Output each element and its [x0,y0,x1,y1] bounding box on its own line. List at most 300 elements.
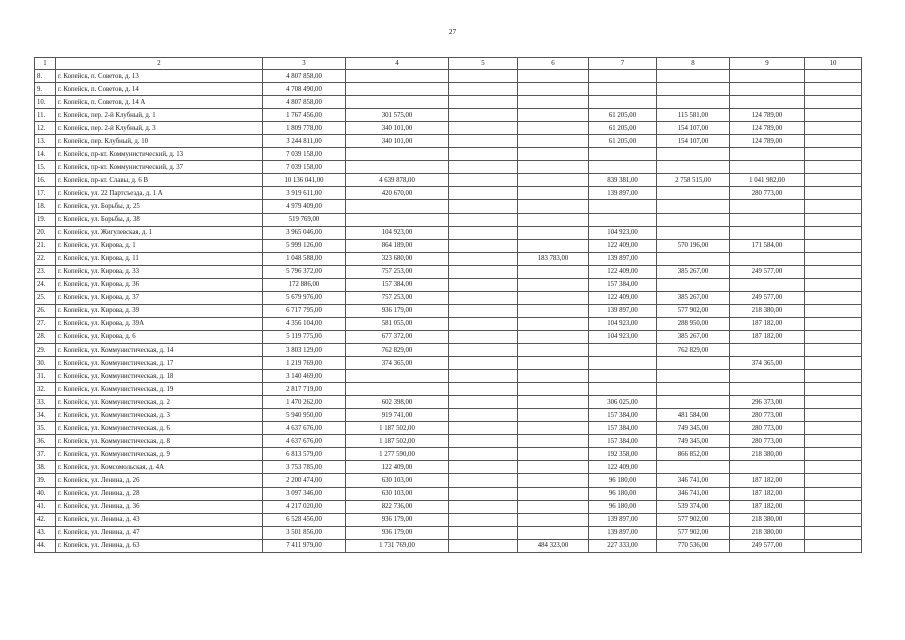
cell-col-5 [449,435,518,448]
cell-col-8 [657,83,730,96]
cell-col-10 [805,370,862,383]
cell-col-3: 5 119 775,00 [263,330,346,343]
cell-col-5 [449,122,518,135]
cell-col-3: 4 979 409,00 [263,200,346,213]
column-number-cell: 6 [518,58,589,70]
table-row [35,304,862,317]
cell-address: г. Копейск, ул. Ленина, д. 47 [56,526,263,539]
cell-col-9: 374 365,00 [730,357,805,370]
cell-col-6 [518,135,589,148]
cell-row-number: 13. [35,135,56,148]
cell-col-3: 4 637 676,00 [263,422,346,435]
table-row [35,213,862,226]
cell-col-10 [805,487,862,500]
cell-col-9 [730,200,805,213]
cell-row-number: 30. [35,357,56,370]
cell-row-number: 41. [35,500,56,513]
cell-address: г. Копейск, ул. Коммунистическая, д. 2 [56,396,263,409]
cell-col-10 [805,461,862,474]
cell-col-8: 346 741,00 [657,487,730,500]
cell-col-9: 187 182,00 [730,474,805,487]
cell-address: г. Копейск, пр-кт. Коммунистический, д. 37 [56,161,263,174]
cell-col-9: 124 789,00 [730,135,805,148]
cell-col-7: 104 923,00 [589,330,657,343]
cell-col-10 [805,252,862,265]
cell-address: г. Копейск, ул. Ленина, д. 36 [56,500,263,513]
cell-col-5 [449,539,518,552]
cell-col-9 [730,161,805,174]
cell-col-7: 139 897,00 [589,304,657,317]
cell-col-6: 183 783,00 [518,252,589,265]
table-row [35,343,862,356]
cell-col-3: 3 097 346,00 [263,487,346,500]
cell-address: г. Копейск, ул. Кирова, д. 36 [56,278,263,291]
cell-col-3: 3 803 129,00 [263,343,346,356]
cell-col-6 [518,461,589,474]
cell-address: г. Копейск, ул. Коммунистическая, д. 9 [56,448,263,461]
cell-col-7: 104 923,00 [589,317,657,330]
cell-col-10 [805,474,862,487]
cell-col-7 [589,343,657,356]
cell-col-3: 519 769,00 [263,213,346,226]
table-row [35,265,862,278]
cell-col-7 [589,148,657,161]
cell-col-3: 3 919 611,00 [263,187,346,200]
cell-address: г. Копейск, пр-кт. Коммунистический, д. 13 [56,148,263,161]
cell-col-9: 124 789,00 [730,122,805,135]
cell-row-number: 16. [35,174,56,187]
cell-col-3: 5 999 126,00 [263,239,346,252]
cell-col-8: 154 107,00 [657,135,730,148]
cell-col-6 [518,213,589,226]
table-row [35,239,862,252]
table-row [35,174,862,187]
cell-col-6 [518,474,589,487]
table-body [35,58,862,553]
cell-col-3: 4 356 104,00 [263,317,346,330]
cell-col-10 [805,265,862,278]
cell-col-6 [518,526,589,539]
cell-address: г. Копейск, ул. Комсомольская, д. 4А [56,461,263,474]
cell-col-6 [518,500,589,513]
cell-col-6 [518,370,589,383]
cell-col-4 [346,161,449,174]
cell-col-9: 280 773,00 [730,435,805,448]
cell-col-7: 122 409,00 [589,461,657,474]
table-row [35,96,862,109]
cell-col-8: 346 741,00 [657,474,730,487]
cell-col-8 [657,200,730,213]
cell-col-8 [657,252,730,265]
cell-col-4: 1 277 590,00 [346,448,449,461]
column-number-cell: 8 [657,58,730,70]
cell-row-number: 32. [35,383,56,396]
cell-col-5 [449,370,518,383]
cell-col-4: 374 365,00 [346,357,449,370]
cell-col-10 [805,422,862,435]
cell-col-7: 227 333,00 [589,539,657,552]
cell-address: г. Копейск, ул. Кирова, д. 33 [56,265,263,278]
cell-col-3: 2 200 474,00 [263,474,346,487]
cell-col-3: 3 501 856,00 [263,526,346,539]
cell-col-9: 280 773,00 [730,422,805,435]
cell-col-5 [449,474,518,487]
cell-col-3: 10 136 041,00 [263,174,346,187]
cell-col-7: 157 384,00 [589,422,657,435]
cell-row-number: 28. [35,330,56,343]
cell-col-7 [589,161,657,174]
cell-row-number: 39. [35,474,56,487]
cell-row-number: 15. [35,161,56,174]
column-number-cell: 5 [449,58,518,70]
cell-col-8: 866 852,00 [657,448,730,461]
cell-col-4: 4 639 878,00 [346,174,449,187]
cell-row-number: 40. [35,487,56,500]
cell-col-6 [518,265,589,278]
cell-col-7: 61 205,00 [589,122,657,135]
cell-col-9 [730,383,805,396]
cell-row-number: 37. [35,448,56,461]
cell-col-9: 171 584,00 [730,239,805,252]
cell-col-5 [449,96,518,109]
table-row [35,448,862,461]
cell-row-number: 29. [35,343,56,356]
cell-col-3: 4 807 858,00 [263,70,346,83]
cell-col-6 [518,122,589,135]
cell-col-6 [518,239,589,252]
cell-col-9 [730,70,805,83]
cell-row-number: 18. [35,200,56,213]
cell-row-number: 10. [35,96,56,109]
cell-col-6 [518,357,589,370]
cell-col-10 [805,448,862,461]
cell-col-5 [449,343,518,356]
cell-address: г. Копейск, п. Советов, д. 14 [56,83,263,96]
cell-col-6 [518,343,589,356]
cell-col-7: 122 409,00 [589,291,657,304]
cell-col-8 [657,461,730,474]
cell-col-5 [449,265,518,278]
table-row [35,252,862,265]
cell-col-7: 122 409,00 [589,239,657,252]
cell-col-7: 157 384,00 [589,435,657,448]
cell-col-10 [805,239,862,252]
cell-col-9: 218 380,00 [730,304,805,317]
cell-col-9: 280 773,00 [730,409,805,422]
cell-col-10 [805,109,862,122]
cell-address: г. Копейск, ул. Кирова, д. 39А [56,317,263,330]
cell-col-3: 3 753 785,00 [263,461,346,474]
cell-col-4 [346,200,449,213]
cell-col-3: 1 048 588,00 [263,252,346,265]
cell-col-7 [589,370,657,383]
cell-col-3: 6 528 456,00 [263,513,346,526]
cell-col-10 [805,226,862,239]
cell-col-10 [805,135,862,148]
cell-col-10 [805,161,862,174]
cell-col-8: 385 267,00 [657,265,730,278]
cell-col-8: 577 902,00 [657,513,730,526]
cell-col-8 [657,187,730,200]
cell-col-6 [518,70,589,83]
cell-col-5 [449,291,518,304]
cell-col-10 [805,304,862,317]
cell-col-6 [518,83,589,96]
data-table [34,57,862,553]
cell-col-5 [449,330,518,343]
cell-col-6 [518,513,589,526]
cell-address: г. Копейск, ул. Кирова, д. 39 [56,304,263,317]
cell-col-4: 1 187 502,00 [346,422,449,435]
table-row [35,500,862,513]
cell-col-6 [518,96,589,109]
table-row [35,526,862,539]
table-row [35,383,862,396]
cell-row-number: 14. [35,148,56,161]
cell-col-7 [589,357,657,370]
cell-col-8 [657,226,730,239]
cell-col-4: 864 189,00 [346,239,449,252]
cell-col-5 [449,70,518,83]
cell-col-7: 139 897,00 [589,252,657,265]
cell-col-5 [449,461,518,474]
table-row [35,409,862,422]
cell-col-6 [518,291,589,304]
cell-col-6 [518,187,589,200]
cell-col-10 [805,174,862,187]
cell-col-9 [730,343,805,356]
cell-col-7: 839 381,00 [589,174,657,187]
cell-col-9: 249 577,00 [730,265,805,278]
cell-col-7: 122 409,00 [589,265,657,278]
cell-col-8 [657,383,730,396]
cell-col-9: 280 773,00 [730,187,805,200]
cell-row-number: 31. [35,370,56,383]
cell-col-3: 3 244 811,00 [263,135,346,148]
cell-row-number: 19. [35,213,56,226]
cell-col-9 [730,252,805,265]
cell-col-8 [657,278,730,291]
cell-address: г. Копейск, ул. Кирова, д. 11 [56,252,263,265]
cell-col-8 [657,396,730,409]
cell-col-9: 1 041 982,00 [730,174,805,187]
cell-row-number: 21. [35,239,56,252]
cell-col-10 [805,83,862,96]
cell-address: г. Копейск, п. Советов, д. 13 [56,70,263,83]
page-number: 27 [448,27,457,36]
cell-col-8 [657,213,730,226]
cell-col-3: 3 965 046,00 [263,226,346,239]
cell-row-number: 22. [35,252,56,265]
cell-col-4: 340 101,00 [346,122,449,135]
cell-col-5 [449,317,518,330]
cell-address: г. Копейск, ул. Кирова, д. 1 [56,239,263,252]
cell-col-3: 1 219 769,00 [263,357,346,370]
cell-col-5 [449,357,518,370]
cell-col-5 [449,304,518,317]
cell-col-8: 539 374,00 [657,500,730,513]
cell-address: г. Копейск, ул. Кирова, д. 6 [56,330,263,343]
cell-col-8: 385 267,00 [657,330,730,343]
cell-col-8 [657,370,730,383]
cell-row-number: 44. [35,539,56,552]
cell-col-3: 7 039 158,00 [263,161,346,174]
cell-col-7 [589,383,657,396]
cell-col-5 [449,200,518,213]
cell-col-3: 5 679 976,00 [263,291,346,304]
cell-col-8 [657,148,730,161]
table-row [35,461,862,474]
cell-col-7: 306 025,00 [589,396,657,409]
table-row [35,278,862,291]
cell-address: г. Копейск, ул. Борьбы, д. 25 [56,200,263,213]
cell-col-9: 218 380,00 [730,448,805,461]
cell-col-4: 822 736,00 [346,500,449,513]
cell-col-7: 96 180,00 [589,487,657,500]
cell-col-8: 481 584,00 [657,409,730,422]
cell-col-9 [730,370,805,383]
cell-col-4 [346,83,449,96]
cell-col-9: 296 373,00 [730,396,805,409]
cell-col-9: 124 789,00 [730,109,805,122]
table-row [35,435,862,448]
cell-col-9: 249 577,00 [730,291,805,304]
cell-col-6 [518,148,589,161]
cell-col-5 [449,174,518,187]
cell-col-8: 385 267,00 [657,291,730,304]
cell-col-3: 4 708 490,00 [263,83,346,96]
cell-address: г. Копейск, ул. Ленина, д. 26 [56,474,263,487]
cell-col-5 [449,148,518,161]
cell-col-5 [449,187,518,200]
cell-col-7 [589,213,657,226]
cell-col-7: 192 358,00 [589,448,657,461]
cell-address: г. Копейск, ул. 22 Партсъезда, д. 1 А [56,187,263,200]
cell-col-10 [805,96,862,109]
cell-address: г. Копейск, п. Советов, д. 14 А [56,96,263,109]
cell-row-number: 11. [35,109,56,122]
cell-col-8: 749 345,00 [657,422,730,435]
cell-col-9 [730,278,805,291]
table-row [35,135,862,148]
cell-col-5 [449,383,518,396]
column-number-cell: 9 [730,58,805,70]
cell-col-4 [346,370,449,383]
cell-col-10 [805,343,862,356]
table-row [35,396,862,409]
cell-col-6 [518,487,589,500]
cell-col-3: 1 809 778,00 [263,122,346,135]
cell-col-6: 484 323,00 [518,539,589,552]
cell-row-number: 24. [35,278,56,291]
cell-row-number: 23. [35,265,56,278]
table-row [35,357,862,370]
cell-col-4: 757 253,00 [346,265,449,278]
cell-col-4 [346,383,449,396]
cell-col-3: 4 807 858,00 [263,96,346,109]
cell-col-10 [805,291,862,304]
cell-address: г. Копейск, пер. 2-й Клубный, д. 1 [56,109,263,122]
cell-address: г. Копейск, пер. Клубный, д. 10 [56,135,263,148]
cell-address: г. Копейск, ул. Ленина, д. 63 [56,539,263,552]
column-number-cell: 10 [805,58,862,70]
cell-address: г. Копейск, ул. Коммунистическая, д. 6 [56,422,263,435]
cell-col-10 [805,513,862,526]
table-row [35,122,862,135]
cell-col-3: 7 411 979,00 [263,539,346,552]
cell-address: г. Копейск, ул. Коммунистическая, д. 8 [56,435,263,448]
cell-col-9 [730,83,805,96]
cell-col-4: 936 179,00 [346,526,449,539]
column-number-cell: 4 [346,58,449,70]
cell-col-8: 577 902,00 [657,304,730,317]
cell-col-6 [518,109,589,122]
cell-col-7: 96 180,00 [589,474,657,487]
cell-col-5 [449,422,518,435]
cell-col-3: 5 796 372,00 [263,265,346,278]
cell-col-3: 1 767 456,00 [263,109,346,122]
cell-col-3: 6 717 795,00 [263,304,346,317]
cell-col-7: 104 923,00 [589,226,657,239]
cell-col-7 [589,83,657,96]
cell-col-10 [805,526,862,539]
cell-col-7: 157 384,00 [589,278,657,291]
cell-col-3: 6 813 579,00 [263,448,346,461]
cell-col-8: 115 581,00 [657,109,730,122]
cell-col-6 [518,330,589,343]
cell-col-4: 420 670,00 [346,187,449,200]
cell-col-9 [730,148,805,161]
table-row [35,200,862,213]
table-row [35,474,862,487]
cell-col-8: 288 950,00 [657,317,730,330]
cell-col-4 [346,96,449,109]
cell-col-10 [805,187,862,200]
cell-col-4: 301 575,00 [346,109,449,122]
cell-col-10 [805,148,862,161]
cell-row-number: 27. [35,317,56,330]
cell-col-10 [805,409,862,422]
cell-row-number: 8. [35,70,56,83]
cell-col-4: 757 253,00 [346,291,449,304]
cell-col-6 [518,174,589,187]
cell-col-5 [449,161,518,174]
table-row [35,513,862,526]
cell-col-10 [805,317,862,330]
cell-col-8: 762 829,00 [657,343,730,356]
cell-col-7: 61 205,00 [589,109,657,122]
cell-col-10 [805,396,862,409]
cell-col-8: 2 758 515,00 [657,174,730,187]
cell-col-6 [518,161,589,174]
cell-col-8: 577 902,00 [657,526,730,539]
cell-address: г. Копейск, ул. Жигулевская, д. 1 [56,226,263,239]
cell-col-4: 936 179,00 [346,304,449,317]
cell-col-4 [346,70,449,83]
cell-col-6 [518,448,589,461]
column-number-cell: 1 [35,58,56,70]
cell-col-8 [657,96,730,109]
cell-col-4 [346,148,449,161]
cell-col-10 [805,539,862,552]
cell-col-3: 3 140 469,00 [263,370,346,383]
table-row [35,83,862,96]
cell-address: г. Копейск, ул. Кирова, д. 37 [56,291,263,304]
cell-col-5 [449,448,518,461]
cell-col-4: 919 741,00 [346,409,449,422]
column-number-cell: 3 [263,58,346,70]
table-row [35,330,862,343]
